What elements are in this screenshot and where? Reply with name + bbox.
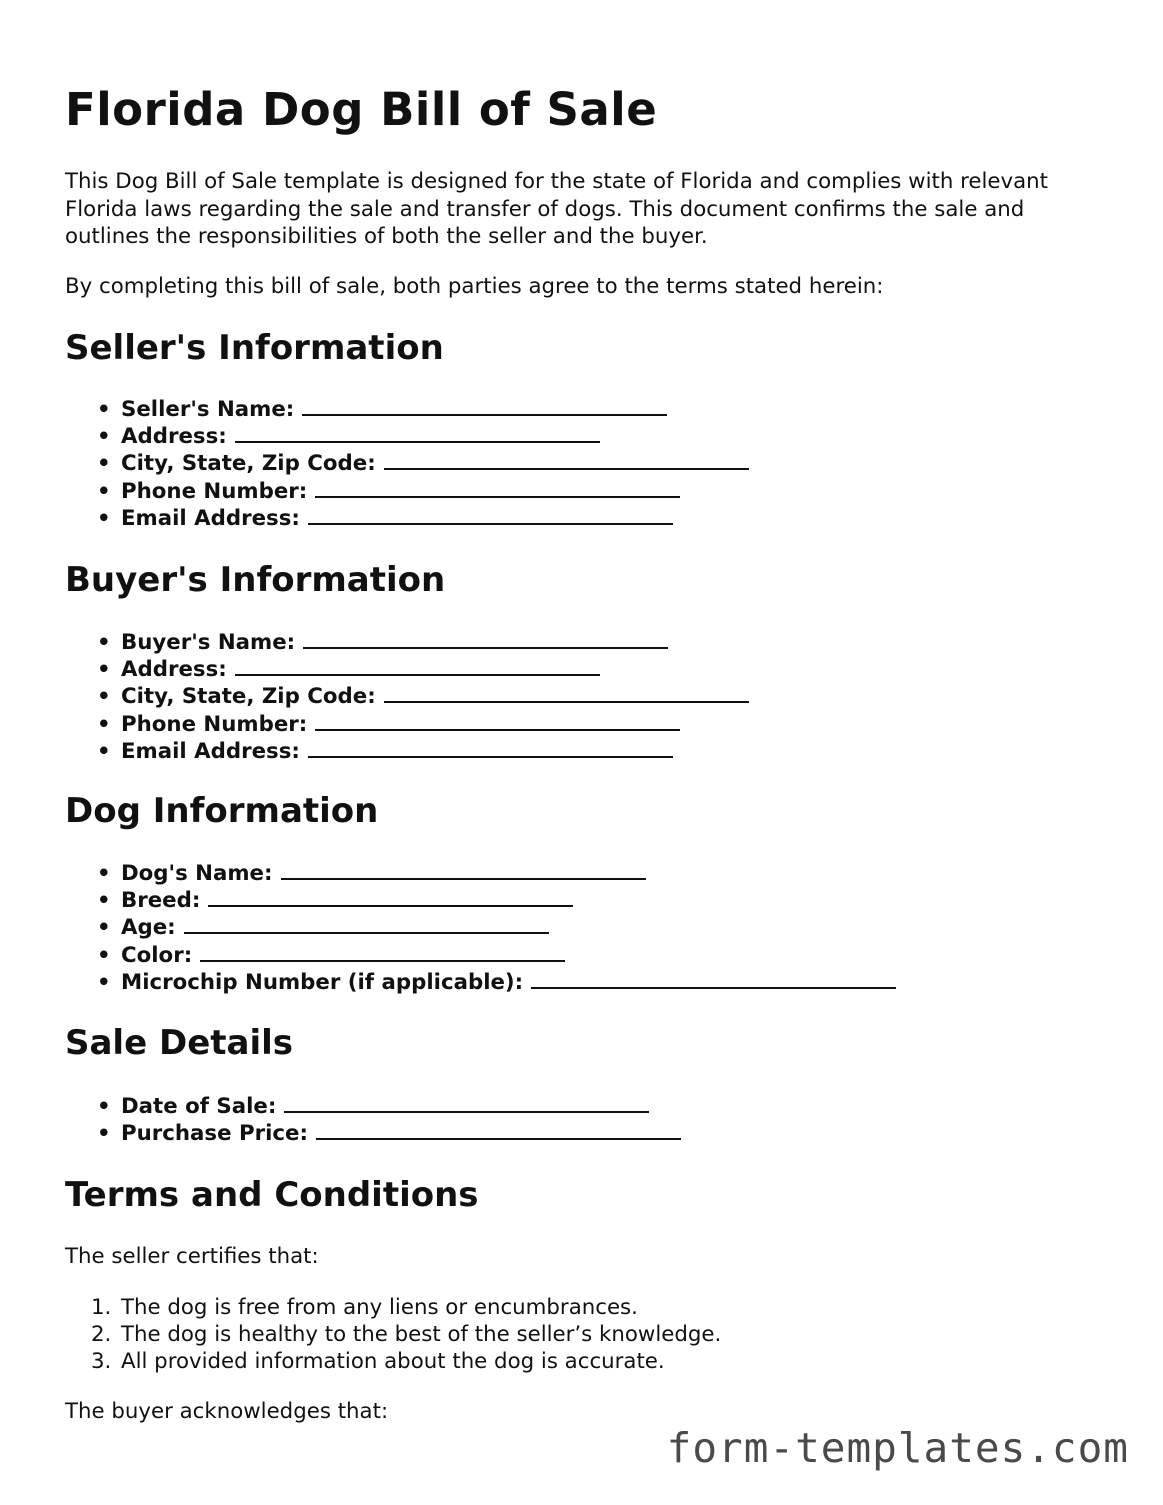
dog-field-list	[65, 860, 896, 996]
buyer-acknowledges-text: The buyer acknowledges that:	[65, 1399, 389, 1424]
dog-color-blank[interactable]	[200, 942, 565, 962]
field-label: Breed:	[121, 888, 201, 914]
buyer-field-list	[65, 629, 749, 765]
seller-certifies-text: The seller certifies that:	[65, 1244, 319, 1269]
buyer-name-field	[65, 629, 749, 656]
item-number: 3.	[91, 1349, 112, 1375]
sale-date-field	[65, 1093, 681, 1120]
seller-address-field	[65, 423, 749, 450]
intro-paragraph: This Dog Bill of Sale template is designed for the state of Florida and complies with relevant Florida laws regarding the sale and transfer of dogs. This document confirms the sale and outlines the responsibilities of both the seller and the buyer.	[65, 169, 1049, 249]
dog-name-blank[interactable]	[281, 860, 646, 880]
bullet-icon: •	[97, 657, 111, 683]
buyer-address-field	[65, 656, 749, 683]
buyer-address-blank[interactable]	[235, 656, 600, 676]
buyer-city-blank[interactable]	[384, 683, 749, 703]
field-label: Microchip Number (if applicable):	[121, 969, 524, 995]
bullet-icon: •	[97, 478, 111, 504]
bullet-icon: •	[97, 505, 111, 531]
item-number: 1.	[91, 1295, 112, 1320]
certification-item	[65, 1321, 721, 1348]
dog-microchip-blank[interactable]	[531, 969, 896, 989]
bullet-icon: •	[97, 711, 111, 737]
field-label: Phone Number:	[121, 478, 308, 504]
buyer-section-heading: Buyer's Information	[65, 560, 446, 600]
bullet-icon: •	[97, 861, 111, 886]
field-label: Phone Number:	[121, 711, 308, 737]
buyer-phone-field	[65, 711, 749, 738]
dog-microchip-field	[65, 969, 896, 996]
buyer-phone-blank[interactable]	[315, 711, 680, 731]
field-label: Dog's Name:	[121, 861, 273, 886]
certification-text: The dog is healthy to the best of the seller’s knowledge.	[121, 1322, 722, 1348]
watermark-text: form-templates.com	[666, 1424, 1129, 1472]
certification-text: The dog is free from any liens or encumbrances.	[121, 1295, 638, 1320]
bullet-icon: •	[97, 888, 111, 914]
field-label: Seller's Name:	[121, 397, 295, 422]
field-label: Purchase Price:	[121, 1121, 308, 1147]
dog-color-field	[65, 942, 896, 969]
dog-breed-field	[65, 887, 896, 914]
certification-text: All provided information about the dog is accurate.	[121, 1349, 665, 1375]
dog-name-field	[65, 860, 896, 887]
dog-breed-blank[interactable]	[208, 887, 573, 907]
dog-section-heading: Dog Information	[65, 791, 379, 831]
bullet-icon: •	[97, 451, 111, 477]
bullet-icon: •	[97, 424, 111, 450]
bullet-icon: •	[97, 915, 111, 941]
buyer-city-field	[65, 683, 749, 710]
bullet-icon: •	[97, 969, 111, 995]
seller-city-field	[65, 450, 749, 477]
terms-section-heading: Terms and Conditions	[65, 1175, 479, 1215]
field-label: City, State, Zip Code:	[121, 451, 376, 477]
buyer-email-blank[interactable]	[308, 738, 673, 758]
sale-section-heading: Sale Details	[65, 1023, 294, 1063]
bullet-icon: •	[97, 1121, 111, 1147]
buyer-name-blank[interactable]	[303, 629, 668, 649]
bullet-icon: •	[97, 684, 111, 710]
bullet-icon: •	[97, 942, 111, 968]
bullet-icon: •	[97, 630, 111, 655]
sale-field-list	[65, 1093, 681, 1147]
field-label: Email Address:	[121, 505, 300, 531]
seller-email-field	[65, 505, 749, 532]
seller-name-blank[interactable]	[302, 396, 667, 416]
agreement-paragraph: By completing this bill of sale, both parties agree to the terms stated herein:	[65, 274, 884, 299]
certification-item	[65, 1348, 721, 1375]
seller-name-field	[65, 396, 749, 423]
seller-city-blank[interactable]	[384, 450, 749, 470]
seller-phone-field	[65, 478, 749, 505]
seller-field-list	[65, 396, 749, 532]
seller-address-blank[interactable]	[235, 423, 600, 443]
document-title: Florida Dog Bill of Sale	[65, 83, 658, 136]
certification-item	[65, 1294, 721, 1321]
field-label: City, State, Zip Code:	[121, 684, 376, 710]
bullet-icon: •	[97, 738, 111, 764]
field-label: Address:	[121, 424, 227, 450]
field-label: Color:	[121, 942, 193, 968]
seller-certification-list	[65, 1294, 721, 1376]
bullet-icon: •	[97, 397, 111, 422]
seller-phone-blank[interactable]	[315, 478, 680, 498]
field-label: Age:	[121, 915, 176, 941]
seller-email-blank[interactable]	[308, 505, 673, 525]
field-label: Email Address:	[121, 738, 300, 764]
seller-section-heading: Seller's Information	[65, 328, 444, 368]
sale-price-field	[65, 1120, 681, 1147]
buyer-email-field	[65, 738, 749, 765]
field-label: Address:	[121, 657, 227, 683]
field-label: Buyer's Name:	[121, 630, 296, 655]
field-label: Date of Sale:	[121, 1094, 277, 1119]
dog-age-blank[interactable]	[184, 914, 549, 934]
sale-date-blank[interactable]	[284, 1093, 649, 1113]
dog-age-field	[65, 914, 896, 941]
bullet-icon: •	[97, 1094, 111, 1119]
sale-price-blank[interactable]	[316, 1120, 681, 1140]
item-number: 2.	[91, 1322, 112, 1348]
